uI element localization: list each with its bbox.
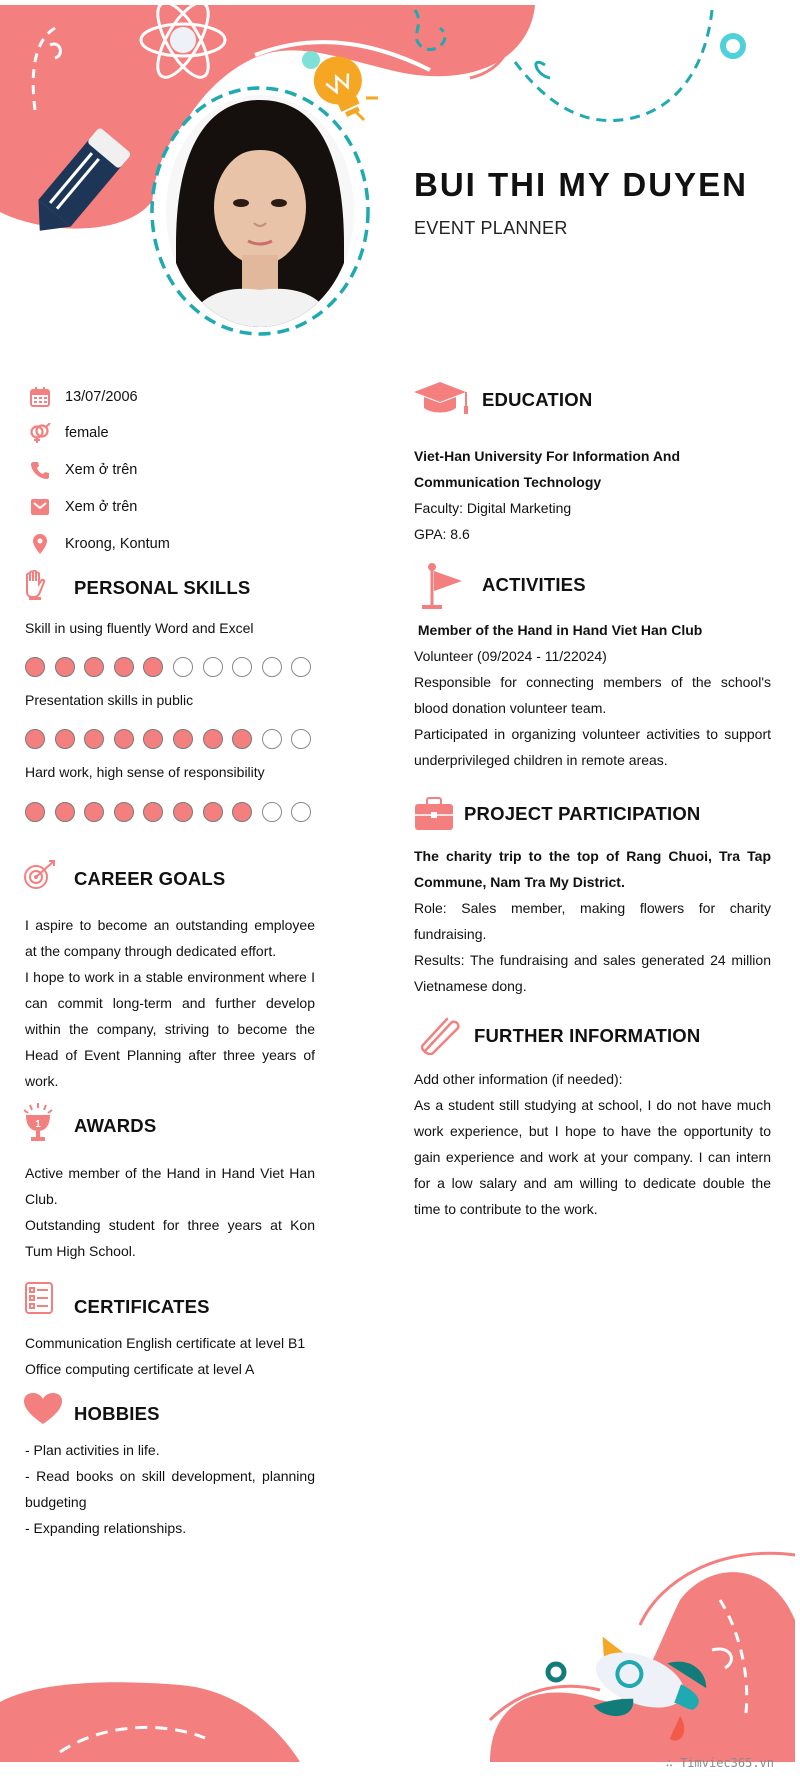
further-text	[414, 1066, 771, 1222]
rating-dot-filled	[114, 729, 134, 749]
school-name: Viet-Han University For Information And Communication Technology	[414, 448, 681, 490]
skill-label: Presentation skills in public	[25, 692, 194, 708]
project-role: Role: Sales member, making flowers for charity fundraising.	[414, 900, 771, 942]
rating-dot-filled	[143, 729, 163, 749]
contact-text: Xem ở trên	[65, 462, 138, 478]
rating-dot-empty	[262, 657, 282, 677]
contact-text: female	[65, 425, 109, 441]
hobby-item: - Plan activities in life.	[25, 1442, 160, 1458]
contact-email	[25, 495, 137, 519]
rating-dot-filled	[84, 657, 104, 677]
rating-dot-empty	[262, 802, 282, 822]
projects-title: PROJECT PARTICIPATION	[464, 803, 701, 824]
rating-dot-filled	[114, 802, 134, 822]
certificates-title: CERTIFICATES	[74, 1296, 210, 1317]
activities-text	[414, 617, 771, 773]
rating-dot-filled	[55, 729, 75, 749]
watermark: ∴ Timviec365.vn	[665, 1756, 774, 1770]
skill-label: Hard work, high sense of responsibility	[25, 764, 265, 780]
rating-dot-empty	[232, 657, 252, 677]
award-item: Active member of the Hand in Hand Viet Han Club.	[25, 1165, 315, 1207]
career-text	[25, 912, 315, 1094]
contact-phone	[25, 458, 137, 482]
skill-rating	[25, 729, 321, 749]
graduation-cap-icon	[414, 380, 472, 421]
hobbies-title: HOBBIES	[74, 1403, 160, 1424]
faculty: Faculty: Digital Marketing	[414, 500, 572, 516]
paperclip-icon	[417, 1015, 461, 1060]
contact-birthdate	[25, 385, 138, 409]
contact-text: 13/07/2006	[65, 389, 138, 405]
contact-location	[25, 532, 170, 556]
rating-dot-filled	[173, 729, 193, 749]
contact-text: Kroong, Kontum	[65, 536, 170, 552]
contact-text: Xem ở trên	[65, 499, 138, 515]
education-title: EDUCATION	[482, 389, 593, 410]
rating-dot-filled	[232, 802, 252, 822]
rating-dot-filled	[114, 657, 134, 677]
rating-dot-filled	[143, 657, 163, 677]
project-name: The charity trip to the top of Rang Chuoi, Tra Tap Commune, Nam Tra My District.	[414, 848, 771, 890]
target-icon	[23, 860, 55, 895]
certificate-item: Office computing certificate at level A	[25, 1361, 255, 1377]
gpa: GPA: 8.6	[414, 526, 470, 542]
hobby-item: - Expanding relationships.	[25, 1520, 187, 1536]
rating-dot-filled	[232, 729, 252, 749]
location-icon	[25, 533, 55, 555]
career-paragraph: I hope to work in a stable environment where I can commit long-term and further develop within the company, striving to become the Head of Event Planning after three years of work.	[25, 969, 315, 1089]
gender-icon	[25, 422, 55, 444]
hobbies-text	[25, 1437, 315, 1541]
education-text	[414, 443, 771, 547]
activity-detail: Participated in organizing volunteer activities to support underprivileged children in remote areas.	[414, 726, 771, 768]
heart-icon	[24, 1393, 62, 1430]
rating-dot-empty	[291, 729, 311, 749]
further-title: FURTHER INFORMATION	[474, 1025, 701, 1046]
rating-dot-filled	[203, 802, 223, 822]
candidate-name: BUI THI MY DUYEN	[414, 166, 748, 203]
rating-dot-empty	[291, 657, 311, 677]
rating-dot-empty	[262, 729, 282, 749]
contact-gender	[25, 421, 109, 445]
activity-organization: Member of the Hand in Hand Viet Han Club	[414, 622, 703, 638]
projects-text	[414, 843, 771, 999]
trophy-icon	[22, 1103, 54, 1148]
rating-dot-filled	[173, 802, 193, 822]
rating-dot-filled	[143, 802, 163, 822]
skill-rating	[25, 802, 321, 822]
career-title: CAREER GOALS	[74, 868, 226, 889]
svg-text:1: 1	[35, 1119, 41, 1130]
rating-dot-filled	[55, 802, 75, 822]
further-paragraph: Add other information (if needed):	[414, 1071, 623, 1087]
project-results: Results: The fundraising and sales generated 24 million Vietnamese dong.	[414, 952, 771, 994]
rating-dot-filled	[25, 729, 45, 749]
rating-dot-filled	[84, 802, 104, 822]
certificates-text	[25, 1330, 325, 1382]
flag-icon	[422, 563, 466, 614]
skills-title: PERSONAL SKILLS	[74, 577, 251, 598]
calendar-icon	[25, 386, 55, 408]
rating-dot-filled	[25, 657, 45, 677]
further-paragraph: As a student still studying at school, I do not have much work experience, but I hope to have the opportunity to gain experience and work at your company. I can intern for a low salary and am willing to dedicate double the time to contribute to the work.	[414, 1097, 771, 1217]
awards-title: AWARDS	[74, 1115, 157, 1136]
career-paragraph: I aspire to become an outstanding employee at the company through dedicated effort.	[25, 917, 315, 959]
avatar	[166, 95, 354, 327]
skill-rating	[25, 657, 321, 677]
candidate-role: EVENT PLANNER	[414, 218, 568, 238]
briefcase-icon	[415, 797, 453, 836]
skill-label: Skill in using fluently Word and Excel	[25, 620, 254, 636]
profile-photo-frame	[148, 83, 372, 345]
rating-dot-filled	[25, 802, 45, 822]
rating-dot-filled	[55, 657, 75, 677]
hobby-item: - Read books on skill development, planning budgeting	[25, 1468, 315, 1510]
activities-title: ACTIVITIES	[482, 574, 586, 595]
rating-dot-filled	[203, 729, 223, 749]
certificate-item: Communication English certificate at level B1	[25, 1335, 306, 1351]
rating-dot-empty	[173, 657, 193, 677]
rating-dot-empty	[203, 657, 223, 677]
awards-text	[25, 1160, 315, 1264]
activity-detail: Responsible for connecting members of the school's blood donation volunteer team.	[414, 674, 771, 716]
checklist-icon	[25, 1282, 53, 1319]
activity-period: Volunteer (09/2024 - 11/22024)	[414, 648, 607, 664]
rating-dot-filled	[84, 729, 104, 749]
hand-icon	[23, 570, 47, 605]
phone-icon	[25, 459, 55, 481]
rating-dot-empty	[291, 802, 311, 822]
award-item: Outstanding student for three years at Kon Tum High School.	[25, 1217, 315, 1259]
email-icon	[25, 496, 55, 518]
